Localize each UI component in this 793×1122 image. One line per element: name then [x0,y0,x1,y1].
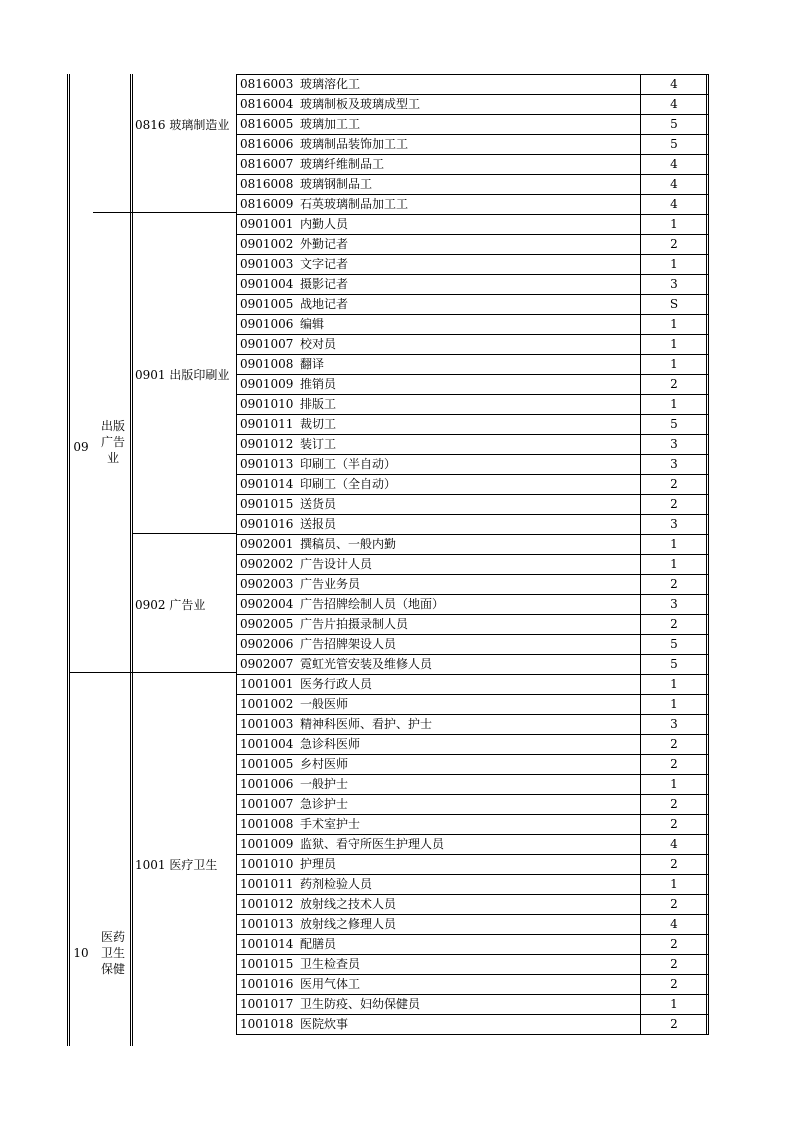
occupation-code: 0901010 [240,397,294,411]
occupation-name: 广告招牌绘制人员（地面） [300,597,445,611]
occupation-code: 0901002 [240,237,294,251]
section-divider [69,672,132,673]
category-name-line: 保健 [100,962,125,976]
occupation-code: 1001005 [240,757,294,771]
row-divider [236,1034,708,1035]
occupation-code: 0816008 [240,177,294,191]
occupation-name: 医用气体工 [300,977,361,991]
risk-level: 3 [670,717,678,731]
occupation-code: 0901016 [240,517,294,531]
risk-level: 4 [670,77,678,91]
occupation-name: 医院炊事 [300,1017,349,1031]
occupation-code: 1001003 [240,717,294,731]
risk-level: 4 [670,197,678,211]
occupation-name: 广告招牌架设人员 [300,637,397,651]
occupation-name: 乡村医师 [300,757,349,771]
occupation-name: 玻璃纤维制品工 [300,157,385,171]
occupation-name: 外勤记者 [300,237,349,251]
occupation-code: 1001001 [240,677,294,691]
risk-level: 3 [670,437,678,451]
occupation-name: 护理员 [300,857,337,871]
column-divider [708,74,709,1035]
occupation-name: 玻璃溶化工 [300,77,361,91]
occupation-code: 0901014 [240,477,294,491]
occupation-code: 1001015 [240,957,294,971]
occupation-name: 内勤人员 [300,217,349,231]
occupation-code: 0902006 [240,637,294,651]
risk-level: 2 [670,737,678,751]
occupation-code: 0816009 [240,197,294,211]
occupation-code: 1001010 [240,857,294,871]
occupation-name: 装订工 [300,437,337,451]
occupation-name: 一般医师 [300,697,349,711]
risk-level: 4 [670,157,678,171]
column-divider [132,74,133,1046]
risk-level: 2 [670,857,678,871]
outer-border [67,74,68,1046]
occupation-code: 0901009 [240,377,294,391]
risk-level: 1 [670,217,678,231]
risk-level: 2 [670,897,678,911]
occupation-code: 0901011 [240,417,294,431]
occupation-code: 0816004 [240,97,294,111]
occupation-name: 推销员 [300,377,337,391]
occupation-name: 放射线之修理人员 [300,917,397,931]
occupation-code: 0901012 [240,437,294,451]
risk-level: 2 [670,577,678,591]
category-name-line: 卫生 [100,946,125,960]
occupation-code: 1001004 [240,737,294,751]
risk-level: 1 [670,557,678,571]
section-divider [133,672,236,673]
section-divider [133,533,236,534]
occupation-name: 配膳员 [300,937,337,951]
occupation-name: 广告业务员 [300,577,361,591]
risk-level: 5 [670,657,678,671]
risk-level: 2 [670,477,678,491]
risk-level: 1 [670,997,678,1011]
category-name [96,929,130,977]
occupation-name: 印刷工（半自动） [300,457,397,471]
occupation-name: 编辑 [300,317,325,331]
risk-level: 1 [670,397,678,411]
occupation-code: 0901015 [240,497,294,511]
category-name [96,418,130,466]
occupation-code: 0816003 [240,77,294,91]
occupation-name: 玻璃制板及玻璃成型工 [300,97,421,111]
risk-level: 3 [670,597,678,611]
occupation-code: 0816005 [240,117,294,131]
occupation-name: 玻璃加工工 [300,117,361,131]
risk-level: 4 [670,177,678,191]
occupation-code: 0901003 [240,257,294,271]
occupation-code: 0901007 [240,337,294,351]
risk-level: 2 [670,497,678,511]
occupation-code: 1001016 [240,977,294,991]
risk-level: 1 [670,317,678,331]
risk-level: 1 [670,877,678,891]
risk-level: 2 [670,797,678,811]
occupation-name: 玻璃制品装饰加工工 [300,137,409,151]
occupation-name: 送货员 [300,497,337,511]
subcategory-label: 0901 出版印刷业 [135,368,230,382]
occupation-code: 0902002 [240,557,294,571]
occupation-name: 送报员 [300,517,337,531]
risk-level: 2 [670,1017,678,1031]
occupation-code: 0901013 [240,457,294,471]
occupation-name: 石英玻璃制品加工工 [300,197,409,211]
occupation-code: 0901006 [240,317,294,331]
occupation-name: 排版工 [300,397,337,411]
occupation-code: 0901005 [240,297,294,311]
occupation-code: 1001018 [240,1017,294,1031]
occupation-name: 急诊护士 [300,797,349,811]
risk-level: S [669,297,679,311]
risk-level: 2 [670,937,678,951]
occupation-code: 0902004 [240,597,294,611]
category-code: 09 [73,440,89,454]
risk-level: 3 [670,517,678,531]
risk-level: 2 [670,617,678,631]
occupation-code: 0901001 [240,217,294,231]
occupation-code: 0902005 [240,617,294,631]
occupation-name: 裁切工 [300,417,337,431]
risk-level: 5 [670,137,678,151]
risk-level: 1 [670,537,678,551]
risk-level: 4 [670,837,678,851]
subcategory-label: 0816 玻璃制造业 [135,118,230,132]
occupation-code: 1001017 [240,997,294,1011]
occupation-code: 0816006 [240,137,294,151]
column-divider [236,74,237,1035]
risk-level: 2 [670,977,678,991]
occupation-name: 翻译 [300,357,325,371]
outer-border [69,74,70,1046]
occupation-name: 精神科医师、看护、护士 [300,717,433,731]
occupation-name: 印刷工（全自动） [300,477,397,491]
occupation-name: 文字记者 [300,257,349,271]
occupation-code: 1001013 [240,917,294,931]
category-name-line: 医药 [100,930,125,944]
occupation-name: 撰稿员、一般内勤 [300,537,397,551]
risk-level: 5 [670,417,678,431]
occupation-code: 1001002 [240,697,294,711]
occupation-name: 医务行政人员 [300,677,373,691]
risk-level: 2 [670,957,678,971]
risk-level: 5 [670,637,678,651]
occupation-name: 一般护士 [300,777,349,791]
risk-level: 4 [670,97,678,111]
risk-level: 2 [670,817,678,831]
risk-level: 1 [670,357,678,371]
risk-level: 1 [670,257,678,271]
occupation-name: 卫生防疫、妇幼保健员 [300,997,421,1011]
occupation-name: 广告设计人员 [300,557,373,571]
risk-level: 2 [670,377,678,391]
occupation-code: 1001012 [240,897,294,911]
risk-level: 4 [670,917,678,931]
occupation-code: 0902003 [240,577,294,591]
risk-level: 3 [670,277,678,291]
risk-level: 1 [670,677,678,691]
subcategory-label: 1001 医疗卫生 [135,858,218,872]
category-name-line: 业 [106,451,119,465]
column-divider [130,74,131,1046]
risk-level: 1 [670,777,678,791]
occupation-name: 卫生检查员 [300,957,361,971]
occupation-name: 手术室护士 [300,817,361,831]
occupation-code: 1001008 [240,817,294,831]
occupation-code: 1001014 [240,937,294,951]
risk-level: 3 [670,457,678,471]
risk-level: 2 [670,237,678,251]
section-divider [133,212,236,213]
occupation-name: 放射线之技术人员 [300,897,397,911]
occupation-code: 0816007 [240,157,294,171]
risk-level: 1 [670,337,678,351]
category-name-line: 出版 [100,419,125,433]
occupation-name: 急诊科医师 [300,737,361,751]
occupation-name: 广告片拍摄录制人员 [300,617,409,631]
risk-level: 1 [670,697,678,711]
category-name-line: 广告 [100,435,125,449]
occupation-name: 药剂检验人员 [300,877,373,891]
occupation-code: 0902001 [240,537,294,551]
occupation-name: 校对员 [300,337,337,351]
occupation-name: 摄影记者 [300,277,349,291]
occupation-code: 0902007 [240,657,294,671]
occupation-code: 0901004 [240,277,294,291]
occupation-code: 1001011 [240,877,294,891]
occupation-code: 1001007 [240,797,294,811]
section-divider [93,212,132,213]
subcategory-label: 0902 广告业 [135,598,206,612]
occupation-name: 玻璃钢制品工 [300,177,373,191]
occupation-code: 1001009 [240,837,294,851]
occupation-code: 1001006 [240,777,294,791]
occupation-name: 监狱、看守所医生护理人员 [300,837,445,851]
occupation-name: 战地记者 [300,297,349,311]
risk-level: 2 [670,757,678,771]
category-code: 10 [73,946,89,960]
risk-level: 5 [670,117,678,131]
occupation-name: 霓虹光管安装及维修人员 [300,657,433,671]
occupation-code: 0901008 [240,357,294,371]
